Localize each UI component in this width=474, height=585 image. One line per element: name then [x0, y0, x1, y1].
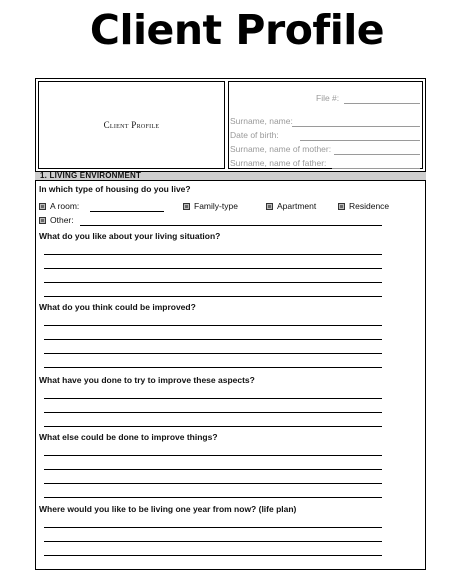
- answer-line[interactable]: [44, 497, 382, 498]
- question-improve: What do you think could be improved?: [39, 302, 196, 312]
- checkbox-room[interactable]: [39, 203, 46, 210]
- answer-line[interactable]: [44, 296, 382, 297]
- question-done: What have you done to try to improve these aspects?: [39, 375, 255, 385]
- housing-question: In which type of housing do you live?: [39, 184, 191, 194]
- section-title: 1. LIVING ENVIRONMENT: [40, 171, 142, 180]
- answer-line[interactable]: [44, 483, 382, 484]
- file-number-field[interactable]: [344, 103, 420, 104]
- answer-line[interactable]: [44, 426, 382, 427]
- checkbox-apartment[interactable]: [266, 203, 273, 210]
- form-label-box: [38, 81, 225, 169]
- father-name-label: Surname, name of father:: [230, 158, 327, 168]
- answer-line[interactable]: [44, 282, 382, 283]
- answer-line[interactable]: [44, 367, 382, 368]
- option-room-label: A room:: [50, 201, 80, 211]
- room-field[interactable]: [90, 211, 164, 212]
- father-name-field[interactable]: [332, 168, 420, 169]
- checkbox-residence[interactable]: [338, 203, 345, 210]
- option-other[interactable]: [39, 215, 74, 225]
- answer-line[interactable]: [44, 254, 382, 255]
- surname-name-field[interactable]: [292, 126, 420, 127]
- option-residence-label: Residence: [349, 201, 390, 211]
- mother-name-label: Surname, name of mother:: [230, 144, 332, 154]
- surname-name-label: Surname, name:: [230, 116, 293, 126]
- option-family-type-label: Family-type: [194, 201, 238, 211]
- answer-line[interactable]: [44, 412, 382, 413]
- date-of-birth-label: Date of birth:: [230, 130, 279, 140]
- answer-line[interactable]: [44, 268, 382, 269]
- answer-line[interactable]: [44, 541, 382, 542]
- checkbox-family-type[interactable]: [183, 203, 190, 210]
- page-title: Client Profile: [89, 6, 385, 54]
- option-apartment-label: Apartment: [277, 201, 317, 211]
- answer-line[interactable]: [44, 339, 382, 340]
- question-life-plan: Where would you like to be living one year from now? (life plan): [39, 504, 297, 514]
- option-family-type[interactable]: [183, 201, 238, 211]
- answer-line[interactable]: [44, 398, 382, 399]
- other-field[interactable]: [80, 225, 382, 226]
- option-residence[interactable]: [338, 201, 389, 211]
- file-number-label: File #:: [316, 93, 340, 103]
- answer-line[interactable]: [44, 455, 382, 456]
- checkbox-other[interactable]: [39, 217, 46, 224]
- answer-line[interactable]: [44, 527, 382, 528]
- date-of-birth-field[interactable]: [300, 140, 420, 141]
- option-room[interactable]: [39, 201, 79, 211]
- answer-line[interactable]: [44, 325, 382, 326]
- mother-name-field[interactable]: [334, 154, 420, 155]
- question-else: What else could be done to improve things?: [39, 432, 218, 442]
- answer-line[interactable]: [44, 353, 382, 354]
- question-like: What do you like about your living situation?: [39, 231, 221, 241]
- answer-line[interactable]: [44, 555, 382, 556]
- form-label: Client Profile: [103, 120, 160, 130]
- answer-line[interactable]: [44, 469, 382, 470]
- option-other-label: Other:: [50, 215, 74, 225]
- option-apartment[interactable]: [266, 201, 316, 211]
